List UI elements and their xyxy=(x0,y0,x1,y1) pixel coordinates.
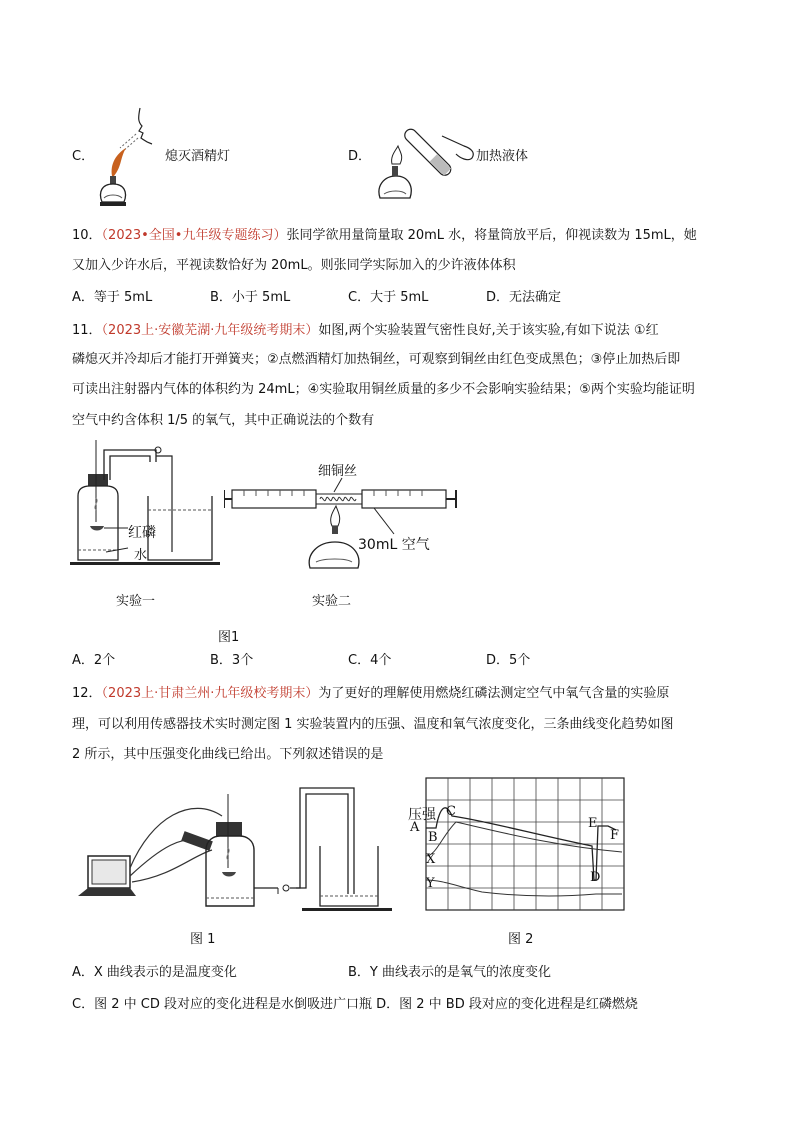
heat-liquid-figure xyxy=(372,108,482,208)
label-copper-wire: 细铜丝 xyxy=(318,464,358,479)
q11-option-c: C．4个 xyxy=(348,653,392,668)
option-c-caption: 熄灭酒精灯 xyxy=(165,149,231,164)
sensor-apparatus-figure xyxy=(72,776,392,916)
q11-option-a: A．2个 xyxy=(72,653,116,668)
q10-option-d: D．无法确定 xyxy=(486,290,562,305)
option-d-label: D． xyxy=(348,149,372,164)
q10-option-a: A．等于 5mL xyxy=(72,290,153,305)
label-air-volume: 30mL 空气 xyxy=(358,537,430,553)
q11-option-d: D．5个 xyxy=(486,653,531,668)
graph-label-a: A xyxy=(410,820,420,835)
caption-q12-figure-1: 图 1 xyxy=(190,932,216,947)
graph-label-x: X xyxy=(426,852,436,867)
graph-label-pressure: 压强 xyxy=(408,807,436,823)
graph-label-e: E xyxy=(588,816,598,831)
graph-label-d: D xyxy=(590,870,601,885)
q10-option-b: B．小于 5mL xyxy=(210,290,291,305)
pressure-curve-graph xyxy=(402,776,628,916)
caption-q12-figure-2: 图 2 xyxy=(508,932,534,947)
q11-number: 11． xyxy=(72,323,102,338)
q12-stem-3: 2 所示，其中压强变化曲线已给出。下列叙述错误的是 xyxy=(72,747,384,762)
q12-stem-2: 理，可以利用传感器技术实时测定图 1 实验装置内的压强、温度和氧气浓度变化，三条曲线变化趋势如图 xyxy=(72,717,674,732)
q11-line1 xyxy=(72,321,659,341)
q11-stem-4: 空气中约含体积 1/5 的氧气，其中正确说法的个数有 xyxy=(72,413,375,428)
q12-source: （2023上·甘肃兰州·九年级校考期末） xyxy=(101,686,319,701)
experiment-one-apparatus xyxy=(70,440,230,570)
extinguish-lamp-figure xyxy=(92,104,172,214)
q11-stem-1: 如图,两个实验装置气密性良好,关于该实验,有如下说法 ①红 xyxy=(318,323,659,338)
q12-stem-1: 为了更好的理解使用燃烧红磷法测定空气中氧气含量的实验原 xyxy=(318,686,670,701)
q10-line1 xyxy=(72,226,697,246)
experiment-two-apparatus xyxy=(224,476,460,576)
option-d-caption: 加热液体 xyxy=(476,149,529,164)
graph-label-f: F xyxy=(610,828,620,843)
q11-option-b: B．3个 xyxy=(210,653,254,668)
q10-option-c: C．大于 5mL xyxy=(348,290,429,305)
graph-label-c: C xyxy=(446,804,456,819)
q12-line1 xyxy=(72,684,669,704)
graph-label-b: B xyxy=(428,830,438,845)
q10-stem-2: 又加入少许水后，平视读数恰好为 20mL。则张同学实际加入的少许液体体积 xyxy=(72,258,516,273)
caption-experiment-one: 实验一 xyxy=(116,594,156,609)
q10-stem-1: 张同学欲用量筒量取 20mL 水，将量筒放平后，仰视读数为 15mL，她 xyxy=(286,228,697,243)
label-water: 水 xyxy=(134,548,148,563)
q10-source: （2023•全国•九年级专题练习） xyxy=(101,228,287,243)
q12-number: 12． xyxy=(72,686,102,701)
caption-figure-1: 图1 xyxy=(218,630,240,645)
q10-number: 10． xyxy=(72,228,102,243)
q11-stem-3: 可读出注射器内气体的体积约为 24mL；④实验取用铜丝质量的多少不会影响实验结果；⑤两个实验均能证明 xyxy=(72,382,695,397)
q12-option-cd: C．图 2 中 CD 段对应的变化进程是水倒吸进广口瓶 D．图 2 中 BD 段对应的变化进程是红磷燃烧 xyxy=(72,997,638,1012)
q11-source: （2023上·安徽芜湖·九年级统考期末） xyxy=(101,323,319,338)
q12-option-b: B．Y 曲线表示的是氧气的浓度变化 xyxy=(348,965,551,980)
label-red-phosphorus: 红磷 xyxy=(128,525,156,541)
option-c-label: C． xyxy=(72,149,95,164)
q11-stem-2: 磷熄灭并冷却后才能打开弹簧夹；②点燃酒精灯加热铜丝，可观察到铜丝由红色变成黑色；③停止加热后即 xyxy=(72,352,681,367)
graph-label-y: Y xyxy=(426,876,435,891)
q12-option-a: A．X 曲线表示的是温度变化 xyxy=(72,965,237,980)
caption-experiment-two: 实验二 xyxy=(312,594,352,609)
